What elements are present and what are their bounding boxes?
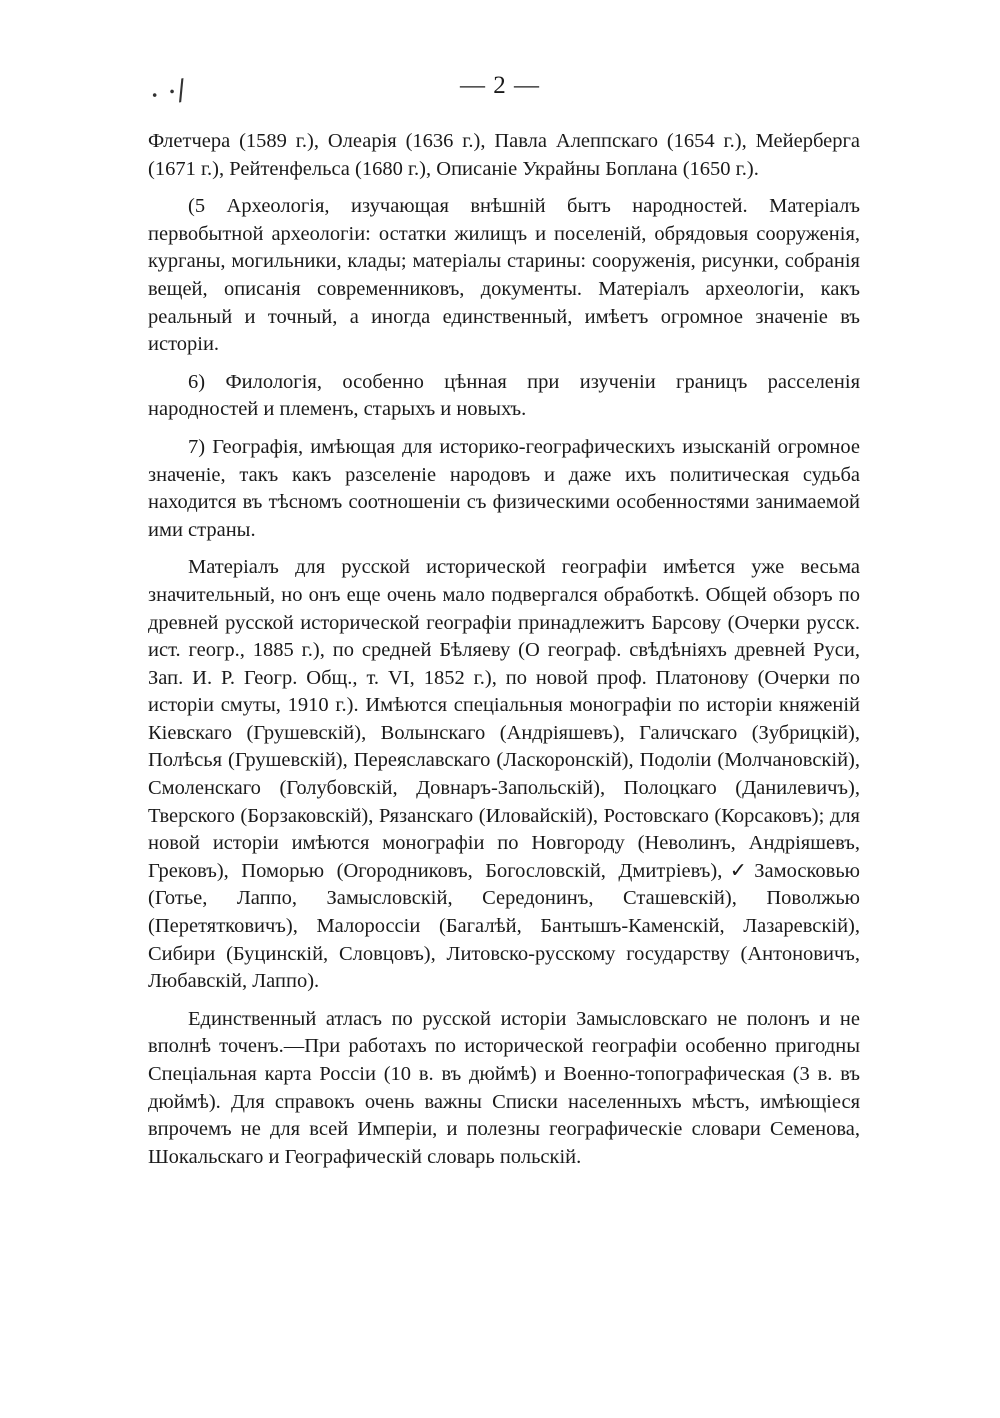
paragraph-sources-continued: Флетчера (1589 г.), Олеарія (1636 г.), Павла Алеппскаго (1654 г.), Мейерберга (1671 г.), Рейтенфельса (1680 г.), Описаніе Украйны Боплана (1650 г.). (148, 130, 860, 180)
paragraph-archaeology: (5 Археологія, изучающая внѣшній бытъ народностей. Матеріалъ первобытной археологіи: остатки жилищъ и поселеній, обрядовыя сооруженія, курганы, могильники, клады; матеріалы старины: сооруженія, рисунки, собранія вещей, описанія современниковъ, документы. Матеріалъ археологіи, какъ реальный и точный, а иногда единственный, имѣетъ огромное значеніе въ исторіи. (148, 195, 860, 356)
paragraph-atlas-and-maps: Единственный атласъ по русской исторіи Замысловскаго не полонъ и не вполнѣ точенъ.—При работахъ по исторической географіи особенно пригодны Спеціальная карта Россіи (10 в. въ дюймѣ) и Военно-топографическая (3 в. въ дюймѣ). Для справокъ очень важны Списки населенныхъ мѣстъ, имѣющіеся впрочемъ не для всей Имперіи, и полезны географическіе словари Семенова, Шокальскаго и Географическій словарь польскій. (148, 1007, 860, 1168)
paragraph-philology: 6) Филологія, особенно цѣнная при изученіи границъ расселенія народностей и племенъ, старыхъ и новыхъ. (148, 370, 860, 421)
paragraph-geography: 7) Географія, имѣющая для историко-географическихъ изысканій огромное значеніе, такъ какъ разселеніе народовъ и даже ихъ политическая судьба находится въ тѣсномъ соотношеніи съ физическими особенностями занимаемой ими страны. (148, 435, 860, 541)
paragraph-historical-geography-material: Матеріалъ для русской исторической географіи имѣется уже весьма значительный, но онъ еще очень мало подвергался обработкѣ. Общей обзоръ по древней русской исторической географіи принадлежитъ Барсову (Очерки русск. ист. геогр., 1885 г.), по средней Бѣляеву (О географ. свѣдѣніяхъ древней Руси, Зап. И. Р. Геогр. Общ., т. VI, 1852 г.), по новой проф. Платонову (Очерки по исторіи смуты, 1910 г.). Имѣются спеціальныя монографіи по исторіи княженій Кіевскаго (Грушевскій), Волынскаго (Андріяшевъ), Галичскаго (Зубрицкій), Полѣсья (Грушевскій), Переяславскаго (Ласкоронскій), Подоліи (Молчановскій), Смоленскаго (Голубовскій, Довнаръ-Запольскій), Полоцкаго (Данилевичъ), Тверского (Борзаковскій), Рязанскаго (Иловайскій), Ростовскаго (Корсаковъ); для новой исторіи имѣются монографіи по Новгороду (Неволинъ, Андріяшевъ, Грековъ), Поморью (Огородниковъ, Богословскій, Дмитріевъ),✓Замосковью (Готье, Лаппо, Замысловскій, Середонинъ, Сташевскій), Поволжью (Перетятковичъ), Малороссіи (Багалѣй, Бантышъ-Каменскій, Лазаревскій), Сибири (Буцинскій, Словцовъ), Литовско-русскому государству (Антоновичъ, Любавскій, Лаппо). (148, 556, 860, 993)
body-text (148, 128, 860, 1181)
page-number: — 2 — (460, 72, 540, 99)
margin-handwritten-mark: · ·/ (146, 72, 190, 113)
